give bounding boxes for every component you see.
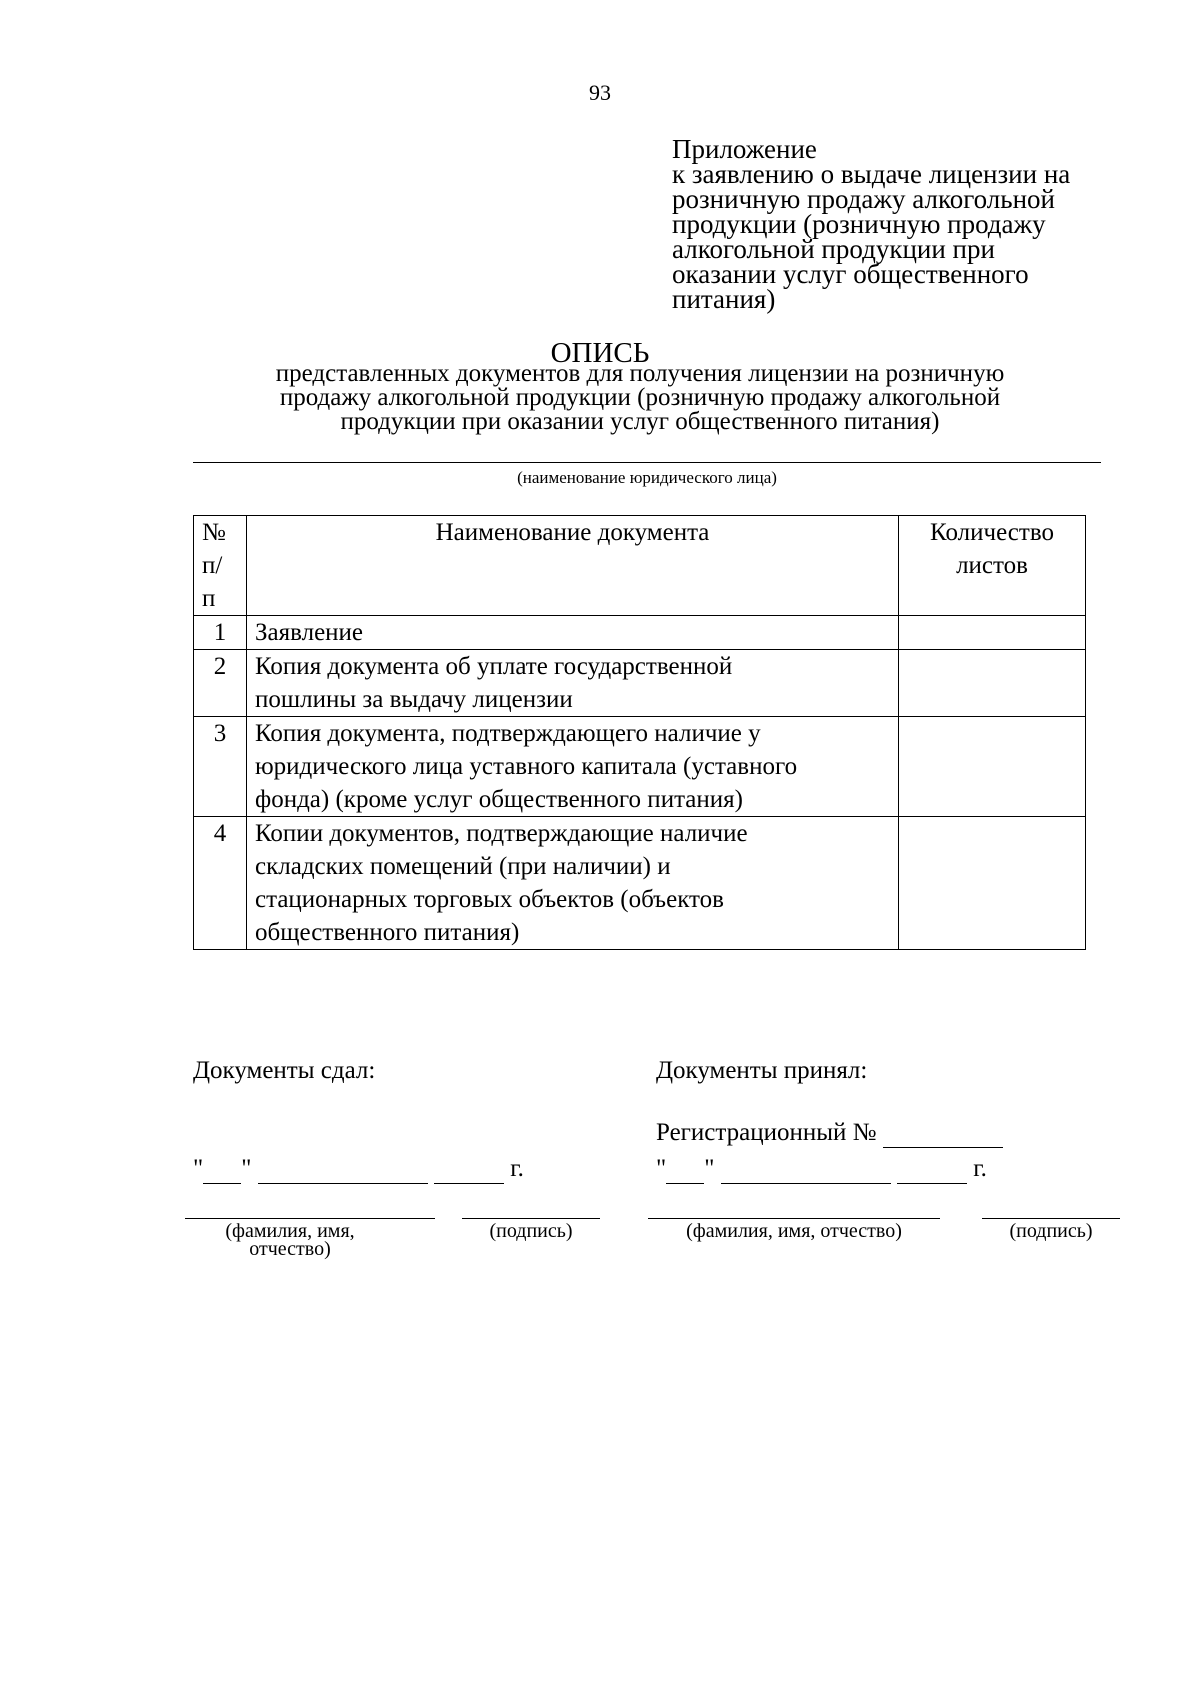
registration-number-blank[interactable] (883, 1119, 1003, 1148)
appendix-line: оказании услуг общественного (672, 259, 1029, 289)
appendix-line: розничную продажу алкогольной (672, 184, 1055, 214)
quote-open: " (193, 1155, 204, 1182)
appendix-line: питания) (672, 284, 776, 314)
registration-line (656, 1119, 1003, 1148)
left-sign-line[interactable] (462, 1218, 600, 1219)
row-sheet-count[interactable] (899, 650, 1086, 717)
header-sheet-count (899, 516, 1086, 616)
subtitle-line: продажу алкогольной продукции (розничную продажу алкогольной (279, 384, 1001, 411)
document-title: ОПИСЬ (550, 337, 650, 369)
accepted-label: Документы принял: (656, 1057, 868, 1084)
right-name-line[interactable] (648, 1218, 940, 1219)
table-row (194, 817, 1086, 950)
registration-label: Регистрационный № (656, 1119, 877, 1146)
accepted-date-line (656, 1155, 987, 1184)
year-suffix: г. (510, 1155, 524, 1182)
row-text-line: фонда) (кроме услуг общественного питания) (255, 786, 743, 813)
row-text-line: юридического лица уставного капитала (уставного (255, 753, 798, 780)
row-text-line: Копии документов, подтверждающие наличие (255, 820, 748, 847)
table-row (194, 616, 1086, 650)
table-header-row (194, 516, 1086, 616)
header-count-line: Количество (930, 519, 1054, 546)
right-sign-line[interactable] (982, 1218, 1120, 1219)
header-document-name: Наименование документа (247, 516, 899, 616)
submitted-label: Документы сдал: (193, 1057, 376, 1084)
month-blank[interactable] (258, 1155, 428, 1184)
left-name-caption (200, 1222, 380, 1258)
row-document-name (247, 817, 899, 950)
row-text-line: складских помещений (при наличии) и (255, 853, 671, 880)
appendix-line: Приложение (672, 134, 817, 164)
row-number: 2 (194, 650, 247, 717)
year-blank[interactable] (434, 1155, 504, 1184)
row-document-name (247, 616, 899, 650)
page-number: 93 (589, 80, 611, 105)
submitted-date-line (193, 1155, 524, 1184)
left-name-line[interactable] (185, 1218, 435, 1219)
year-suffix: г. (973, 1155, 987, 1182)
header-number-line: п (202, 585, 216, 612)
row-sheet-count[interactable] (899, 717, 1086, 817)
right-sign-caption: (подпись) (1009, 1220, 1093, 1242)
left-sign-caption: (подпись) (489, 1220, 573, 1242)
header-number-line: № (202, 519, 226, 546)
header-count-line: листов (956, 552, 1028, 579)
row-text-line: Заявление (255, 619, 364, 646)
subtitle-line: представленных документов для получения лицензии на розничную (275, 360, 1005, 387)
row-document-name (247, 717, 899, 817)
appendix-line: продукции (розничную продажу (672, 209, 1046, 239)
quote-close: " (241, 1155, 252, 1182)
month-blank[interactable] (721, 1155, 891, 1184)
row-number: 1 (194, 616, 247, 650)
organization-name-line (193, 462, 1101, 463)
row-number: 4 (194, 817, 247, 950)
appendix-line: к заявлению о выдаче лицензии на (672, 159, 1071, 189)
row-text-line: пошлины за выдачу лицензии (255, 686, 573, 713)
caption-line: (фамилия, имя, (225, 1220, 355, 1242)
organization-name-caption: (наименование юридического лица) (517, 468, 777, 487)
document-subtitle (220, 362, 1060, 434)
caption-line: отчество) (249, 1238, 331, 1260)
year-blank[interactable] (897, 1155, 967, 1184)
day-blank[interactable] (666, 1155, 704, 1184)
row-text-line: общественного питания) (255, 919, 520, 946)
header-number-line: п/ (202, 552, 223, 579)
day-blank[interactable] (203, 1155, 241, 1184)
quote-open: " (656, 1155, 667, 1182)
header-number (194, 516, 247, 616)
row-text-line: Копия документа об уплате государственной (255, 653, 733, 680)
appendix-note (672, 134, 1132, 314)
right-name-caption: (фамилия, имя, отчество) (686, 1220, 902, 1242)
table-row (194, 717, 1086, 817)
row-text-line: Копия документа, подтверждающего наличие у (255, 720, 761, 747)
subtitle-line: продукции при оказании услуг общественного питания) (340, 408, 940, 435)
row-sheet-count[interactable] (899, 616, 1086, 650)
row-number: 3 (194, 717, 247, 817)
row-document-name (247, 650, 899, 717)
appendix-line: алкогольной продукции при (672, 234, 995, 264)
documents-table (193, 515, 1086, 950)
quote-close: " (704, 1155, 715, 1182)
row-text-line: стационарных торговых объектов (объектов (255, 886, 724, 913)
table-row (194, 650, 1086, 717)
row-sheet-count[interactable] (899, 817, 1086, 950)
